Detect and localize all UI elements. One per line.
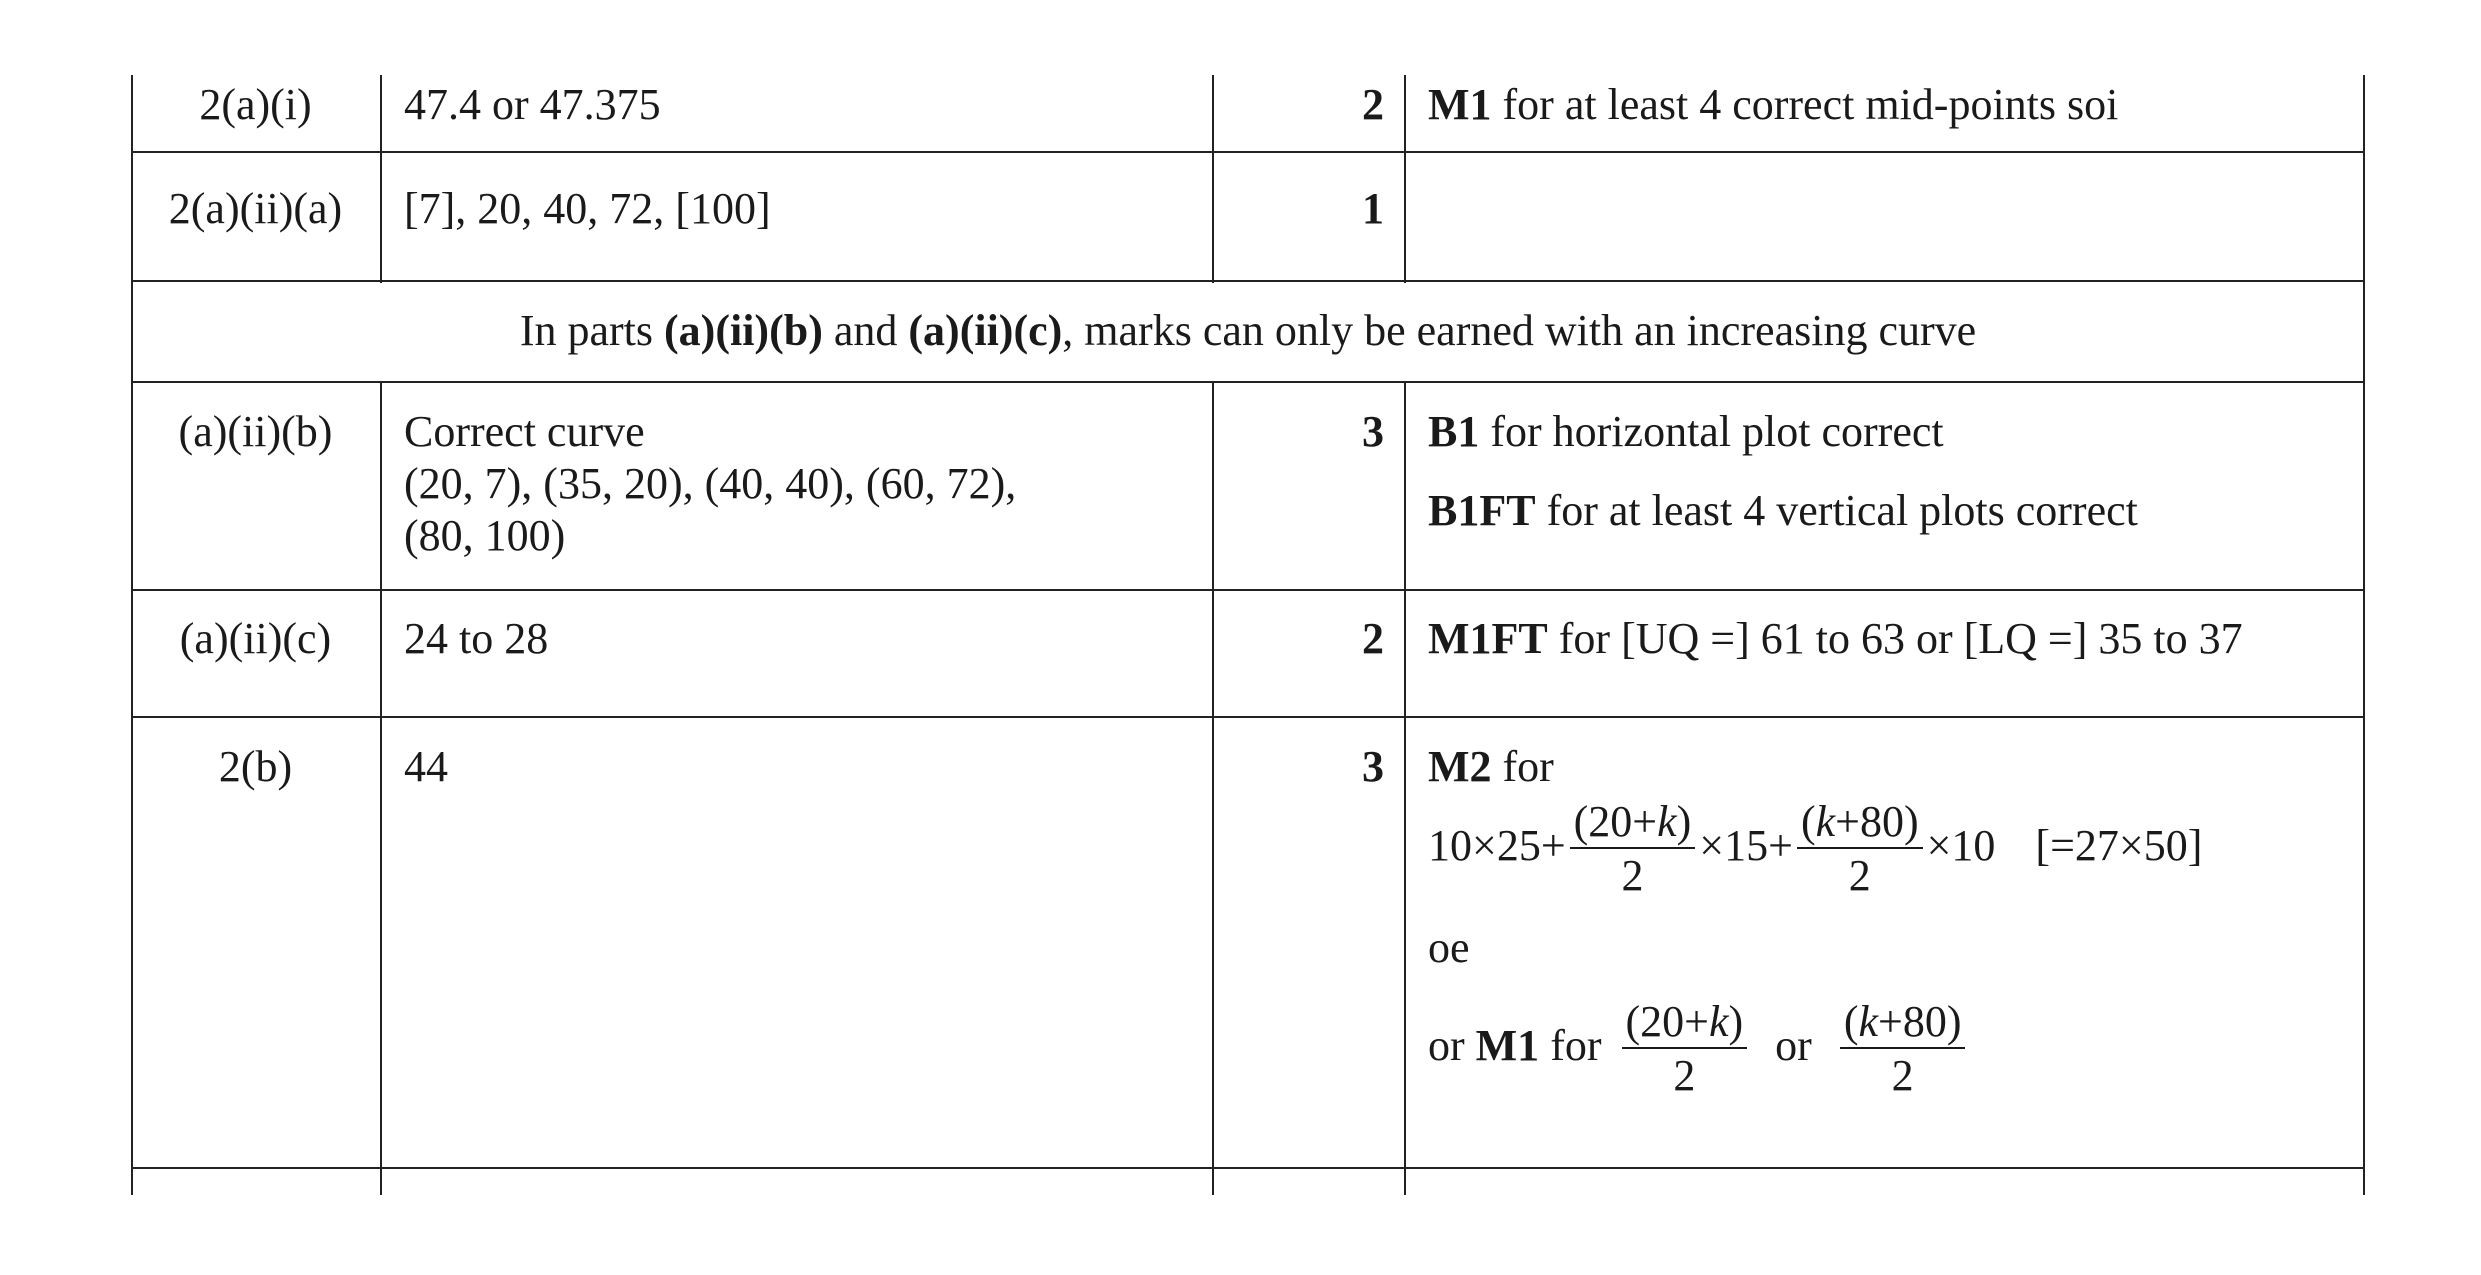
guidance-text: M2 for (1428, 742, 1554, 791)
mark-value: 3 (1362, 742, 1384, 791)
row-divider-6 (131, 1167, 2365, 1169)
mark-value: 2 (1362, 80, 1384, 129)
mark-value: 2 (1362, 614, 1384, 663)
answer-line: Correct curve (404, 407, 645, 456)
table-border-right (2363, 75, 2365, 1195)
mark-value: 1 (1362, 184, 1384, 233)
row-divider-3 (131, 381, 2365, 383)
mark-scheme-table (131, 75, 2365, 1275)
fraction-3: $\frac{(20+k)}{2}$ (1622, 997, 1748, 1103)
mark-value: 3 (1362, 407, 1384, 456)
answer-line: (80, 100) (404, 511, 566, 560)
answer-text: [7], 20, 40, 72, [100] (404, 184, 771, 233)
fraction-1: $\frac{(20+k)}{2}$ (1570, 797, 1696, 903)
part-label: 2(a)(i) (199, 80, 312, 129)
answer-text: 47.4 or 47.375 (404, 80, 661, 129)
answer-line: (20, 7), (35, 20), (40, 40), (60, 72), (404, 459, 1017, 508)
column-divider-part (380, 75, 382, 1195)
guidance-alternative: or M1 for $\frac{(20+k)}{2}$ or $\frac{(k+80)}{2}$ (1428, 997, 1969, 1103)
row-divider-1 (131, 151, 2365, 153)
answer-text: 44 (404, 742, 448, 791)
part-label: (a)(ii)(b) (178, 407, 333, 456)
row-divider-4 (131, 589, 2365, 591)
row-divider-5 (131, 716, 2365, 718)
part-label: 2(b) (218, 742, 293, 791)
row-divider-2 (131, 280, 2365, 282)
column-divider-mark-lower (1404, 381, 1406, 1195)
guidance-expression: 10×25+ $\frac{(20+k)}{2}$ ×15+ $\frac{(k+80)}{2}$ ×10 [=27×50] (1428, 797, 2202, 903)
guidance-text: M1 for at least 4 correct mid-points soi (1428, 80, 2119, 129)
column-divider-mark (1404, 75, 1406, 283)
answer-text: 24 to 28 (404, 614, 549, 663)
guidance-oe: oe (1428, 923, 1470, 972)
guidance-text: M1FT for [UQ =] 61 to 63 or [LQ =] 35 to 37 (1428, 614, 2243, 663)
guidance-text: B1 for horizontal plot correct (1428, 407, 1944, 456)
fraction-2: $\frac{(k+80)}{2}$ (1797, 797, 1923, 903)
note-text: In parts (a)(ii)(b) and (a)(ii)(c), marks can only be earned with an increasing curve (519, 306, 1977, 355)
part-label: (a)(ii)(c) (179, 614, 332, 663)
part-label: 2(a)(ii)(a) (168, 184, 343, 233)
guidance-text: B1FT for at least 4 vertical plots correct (1428, 486, 2138, 535)
fraction-4: $\frac{(k+80)}{2}$ (1840, 997, 1966, 1103)
